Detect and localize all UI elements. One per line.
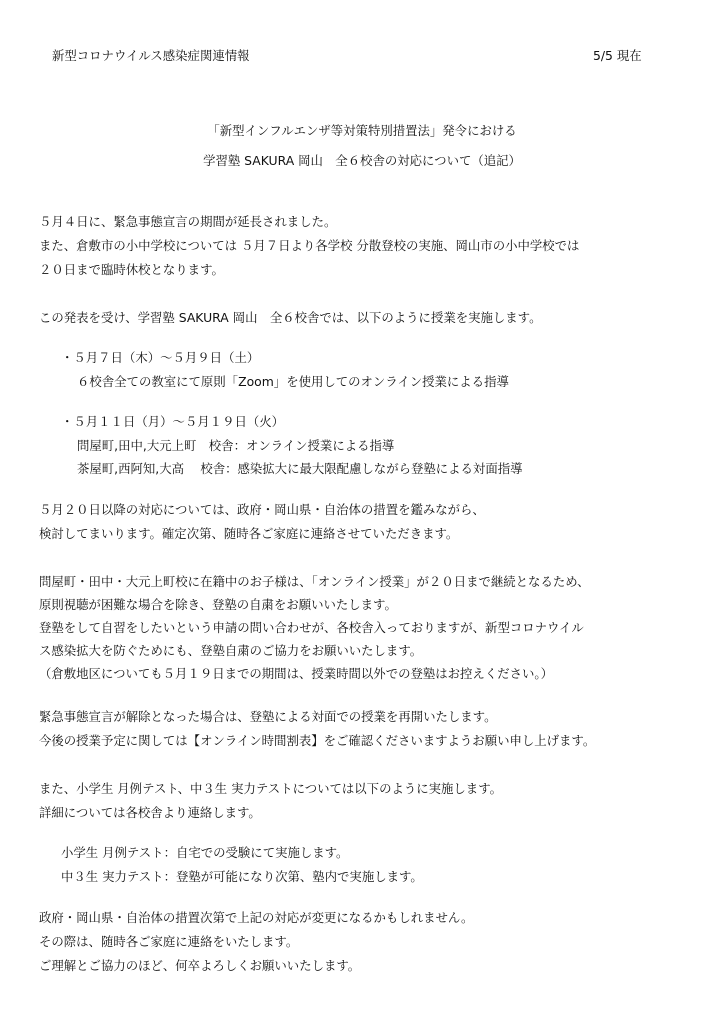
notice-line-5: （倉敷地区についても５月１９日までの期間は、授業時間以外での登塾はお控えください。）: [39, 666, 553, 681]
closing-line-1: 政府・岡山県・自治体の措置次第で上記の対応が変更になるかもしれません。: [39, 910, 474, 925]
notice-line-1: 問屋町・田中・大元上町校に在籍中のお子様は、「オンライン授業」が２０日まで継続となるため、: [39, 574, 590, 589]
period-1-date: ・５月７日（木）～５月９日（土）: [61, 350, 260, 365]
after20-line-2: 検討してまいります。確定次第、随時各ご家庭に連絡させていただきます。: [39, 526, 459, 541]
resume-line-2: 今後の授業予定に関しては【オンライン時間割表】をご確認くださいますようお願い申し上げます。: [39, 733, 596, 748]
announce-line: この発表を受け、学習塾 SAKURA 岡山 全６校舎では、以下のように授業を実施します。: [39, 310, 542, 325]
intro-line-3: ２０日まで臨時休校となります。: [39, 262, 224, 277]
notice-line-3: 登塾をして自習をしたいという申請の問い合わせが、各校舎入っておりますが、新型コロナウイル: [39, 620, 584, 635]
period-2-line-1: 問屋町,田中,大元上町 校舎：オンライン授業による指導: [77, 438, 395, 453]
closing-line-3: ご理解とご協力のほど、何卒よろしくお願いいたします。: [39, 958, 361, 973]
intro-line-2: また、倉敷市の小中学校については ５月７日より各学校 分散登校の実施、岡山市の小中学校では: [39, 238, 580, 253]
tests-intro-line-1: また、小学生 月例テスト、中３生 実力テストについては以下のように実施します。: [39, 781, 502, 796]
title-line-2: 学習塾 SAKURA 岡山 全６校舎の対応について（追記）: [203, 153, 521, 168]
notice-line-4: ス感染拡大を防ぐためにも、登塾自粛のご協力をお願いいたします。: [39, 643, 423, 658]
header-date: 5/5 現在: [593, 48, 642, 63]
intro-line-1: ５月４日に、緊急事態宣言の期間が延長されました。: [39, 214, 337, 229]
period-1-detail: ６校舎全ての教室にて原則「Zoom」を使用してのオンライン授業による指導: [77, 374, 509, 389]
period-2-line-2: 茶屋町,西阿知,大高 校舎：感染拡大に最大限配慮しながら登塾による対面指導: [77, 461, 523, 476]
header-topic: 新型コロナウイルス感染症関連情報: [52, 48, 250, 63]
period-2-date: ・５月１１日（月）～５月１９日（火）: [61, 414, 285, 429]
after20-line-1: ５月２０日以降の対応については、政府・岡山県・自治体の措置を鑑みながら、: [39, 502, 485, 517]
notice-line-2: 原則視聴が困難な場合を除き、登塾の自粛をお願いいたします。: [39, 597, 397, 612]
test-elementary: 小学生 月例テスト：自宅での受験にて実施します。: [61, 845, 349, 860]
test-junior-high: 中３生 実力テスト：登塾が可能になり次第、塾内で実施します。: [61, 869, 423, 884]
tests-intro-line-2: 詳細については各校舎より連絡します。: [39, 805, 261, 820]
closing-line-2: その際は、随時各ご家庭に連絡をいたします。: [39, 934, 299, 949]
resume-line-1: 緊急事態宣言が解除となった場合は、登塾による対面での授業を再開いたします。: [39, 709, 497, 724]
title-line-1: 「新型インフルエンザ等対策特別措置法」発令における: [207, 123, 517, 138]
